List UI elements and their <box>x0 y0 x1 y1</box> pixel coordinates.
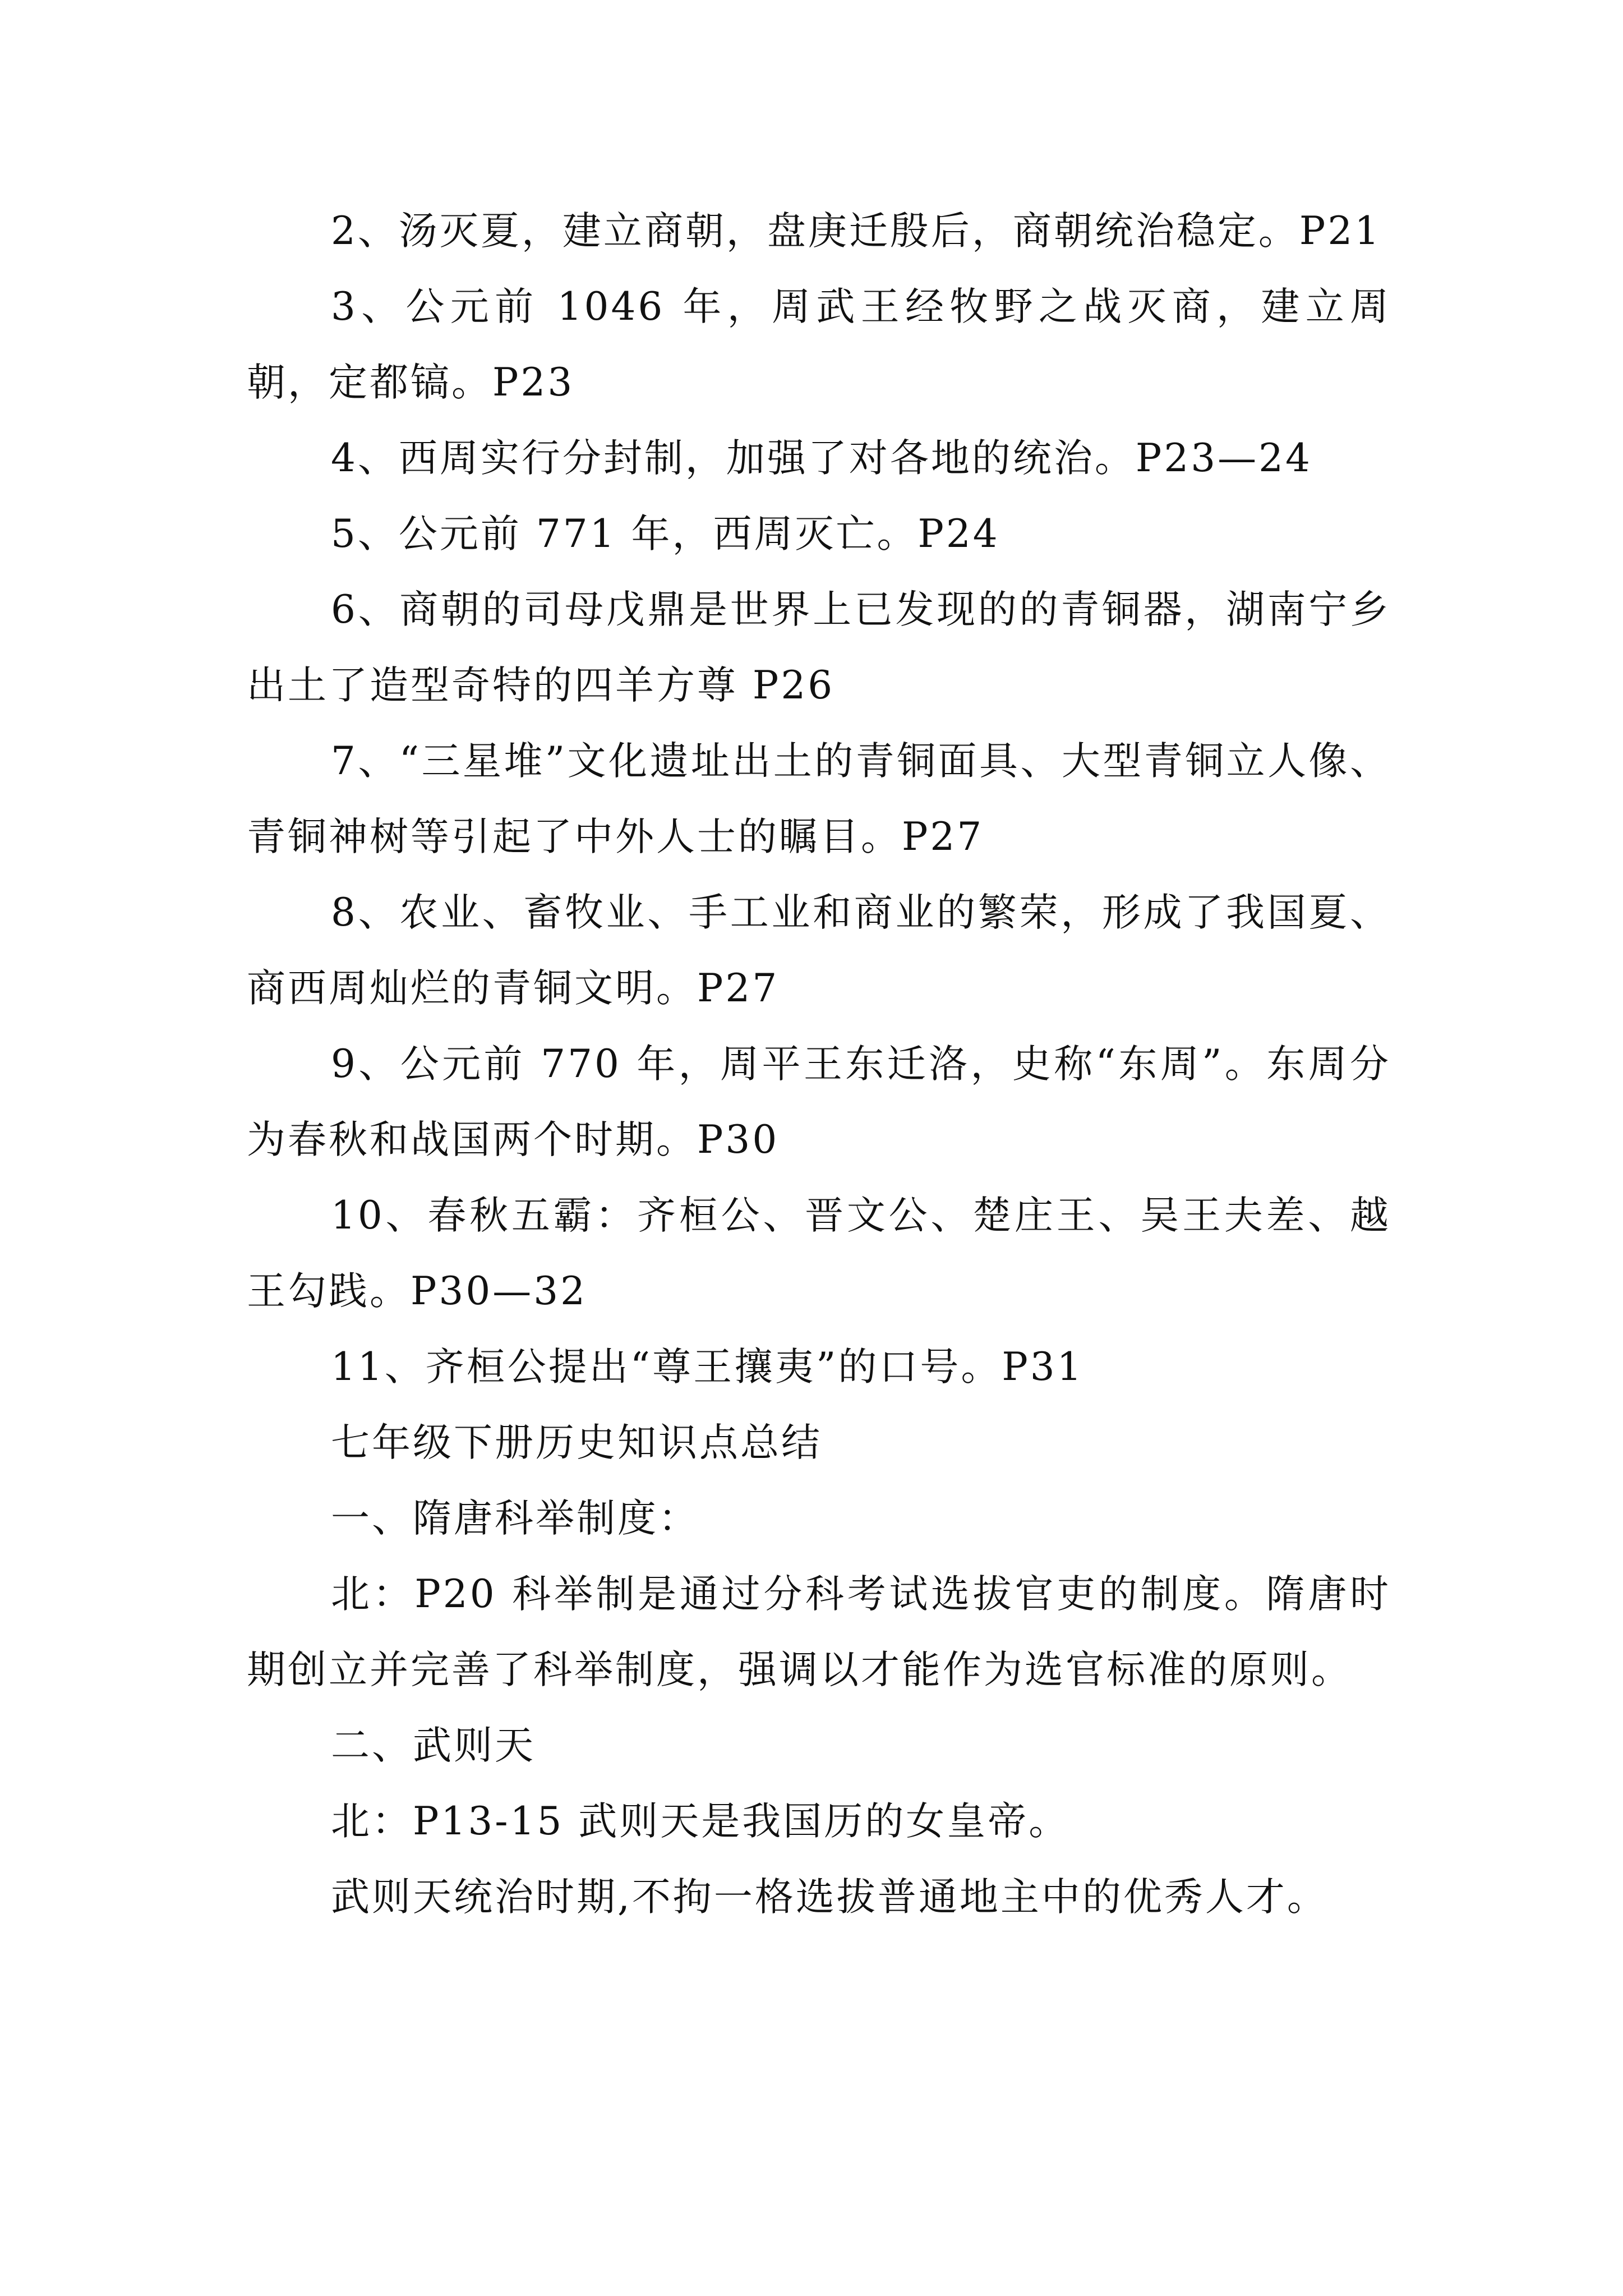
paragraph-9: 10、春秋五霸：齐桓公、晋文公、楚庄王、吴王夫差、越王勾践。P30—32 <box>247 1193 1391 1314</box>
paragraph-4: 5、公元前 771 年，西周灭亡。P24 <box>331 512 1000 556</box>
document-body <box>247 194 1391 1935</box>
paragraph-13: 武则天统治时期,不拘一格选拔普通地主中的优秀人才。 <box>331 1875 1328 1920</box>
subheading-2: 二、武则天 <box>331 1723 536 1768</box>
paragraph-8: 9、公元前 770 年，周平王东迁洛，史称“东周”。东周分为春秋和战国两个时期。P30 <box>247 1042 1391 1162</box>
paragraph-7: 8、农业、畜牧业、手工业和商业的繁荣，形成了我国夏、商西周灿烂的青铜文明。P27 <box>247 890 1391 1011</box>
paragraph-6: 7、“三星堆”文化遗址出土的青铜面具、大型青铜立人像、青铜神树等引起了中外人士的瞩目。P27 <box>247 739 1391 859</box>
paragraph-2: 3、公元前 1046 年，周武王经牧野之战灭商，建立周朝，定都镐。P23 <box>247 284 1391 405</box>
section-heading: 七年级下册历史知识点总结 <box>331 1420 822 1465</box>
subheading-1: 一、隋唐科举制度： <box>331 1496 699 1541</box>
paragraph-3: 4、西周实行分封制，加强了对各地的统治。P23—24 <box>331 436 1312 481</box>
paragraph-11: 北：P20 科举制是通过分科考试选拔官吏的制度。隋唐时期创立并完善了科举制度，强调以才能作为选官标准的原则。 <box>247 1572 1391 1692</box>
paragraph-5: 6、商朝的司母戊鼎是世界上已发现的的青铜器，湖南宁乡出土了造型奇特的四羊方尊 P26 <box>247 587 1391 708</box>
paragraph-1: 2、汤灭夏，建立商朝，盘庚迁殷后，商朝统治稳定。P21 <box>331 209 1382 254</box>
paragraph-12: 北：P13-15 武则天是我国历的女皇帝。 <box>331 1799 1070 1844</box>
paragraph-10: 11、齐桓公提出“尊王攘夷”的口号。P31 <box>331 1345 1084 1389</box>
